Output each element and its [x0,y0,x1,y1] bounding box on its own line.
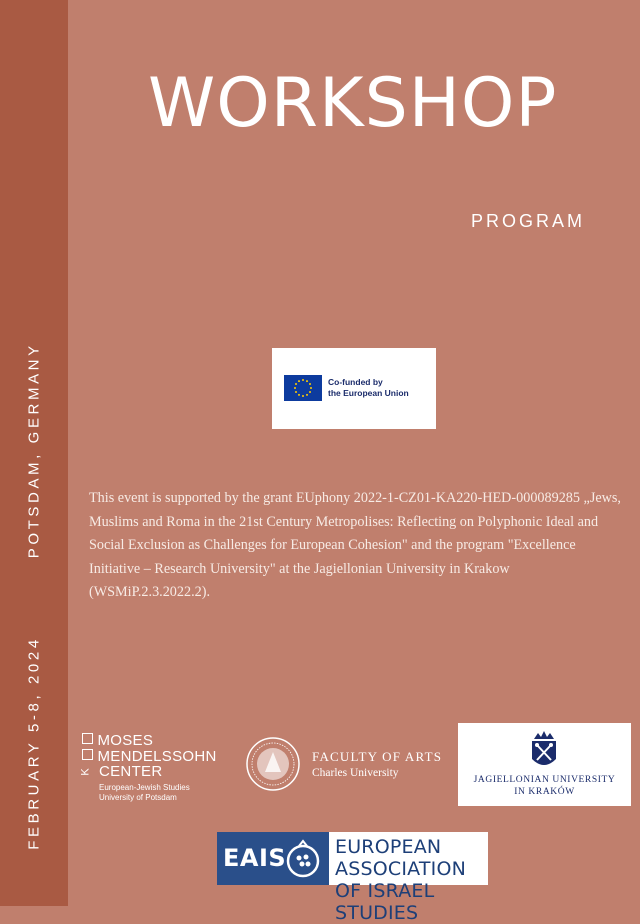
faculty-of-arts-logo: FACULTY OF ARTS Charles University [312,749,443,779]
eais-logo [217,832,488,924]
square-icon [82,749,93,760]
mmz-k-letter: K [79,768,92,776]
page-title: WORKSHOP [148,64,558,143]
pomegranate-icon [283,838,323,880]
eu-cofunded-logo [272,348,436,429]
moses-mendelssohn-logo: K MOSES MENDELSSOHN CENTER European-Jewish Studies University of Potsdam [79,732,217,802]
crown-crossed-sceptres-icon [528,729,560,771]
square-icon [82,733,93,744]
eu-flag-icon [284,375,322,401]
page-subtitle: PROGRAM [471,211,586,231]
eais-full-name: EUROPEAN ASSOCIATION OF ISRAEL STUDIES [335,836,467,924]
jagiellonian-university-logo: JAGIELLONIAN UNIVERSITY IN KRAKÓW [458,723,631,806]
sidebar-date-location [26,342,43,849]
eais-abbreviation: EAIS [223,844,287,872]
eu-logo-text: Co-funded by the European Union [328,377,409,399]
support-statement: This event is supported by the grant EUphony 2022-1-CZ01-KA220-HED-000089285 „Jews, Muslims and Roma in the 21st Century Metropolises: Reflecting on Polyphonic Ideal and Social Exclusion as Challenges for European Cohesion" and the program "Excellence Initiative – Research University" at the Jagiellonian University in Krakow (WSMiP.2.3.2022.2). [89,490,621,600]
event-location: POTSDAM, GERMANY [25,342,43,559]
event-date: FEBRUARY 5-8, 2024 [25,636,43,850]
charles-university-seal-icon [245,736,301,792]
